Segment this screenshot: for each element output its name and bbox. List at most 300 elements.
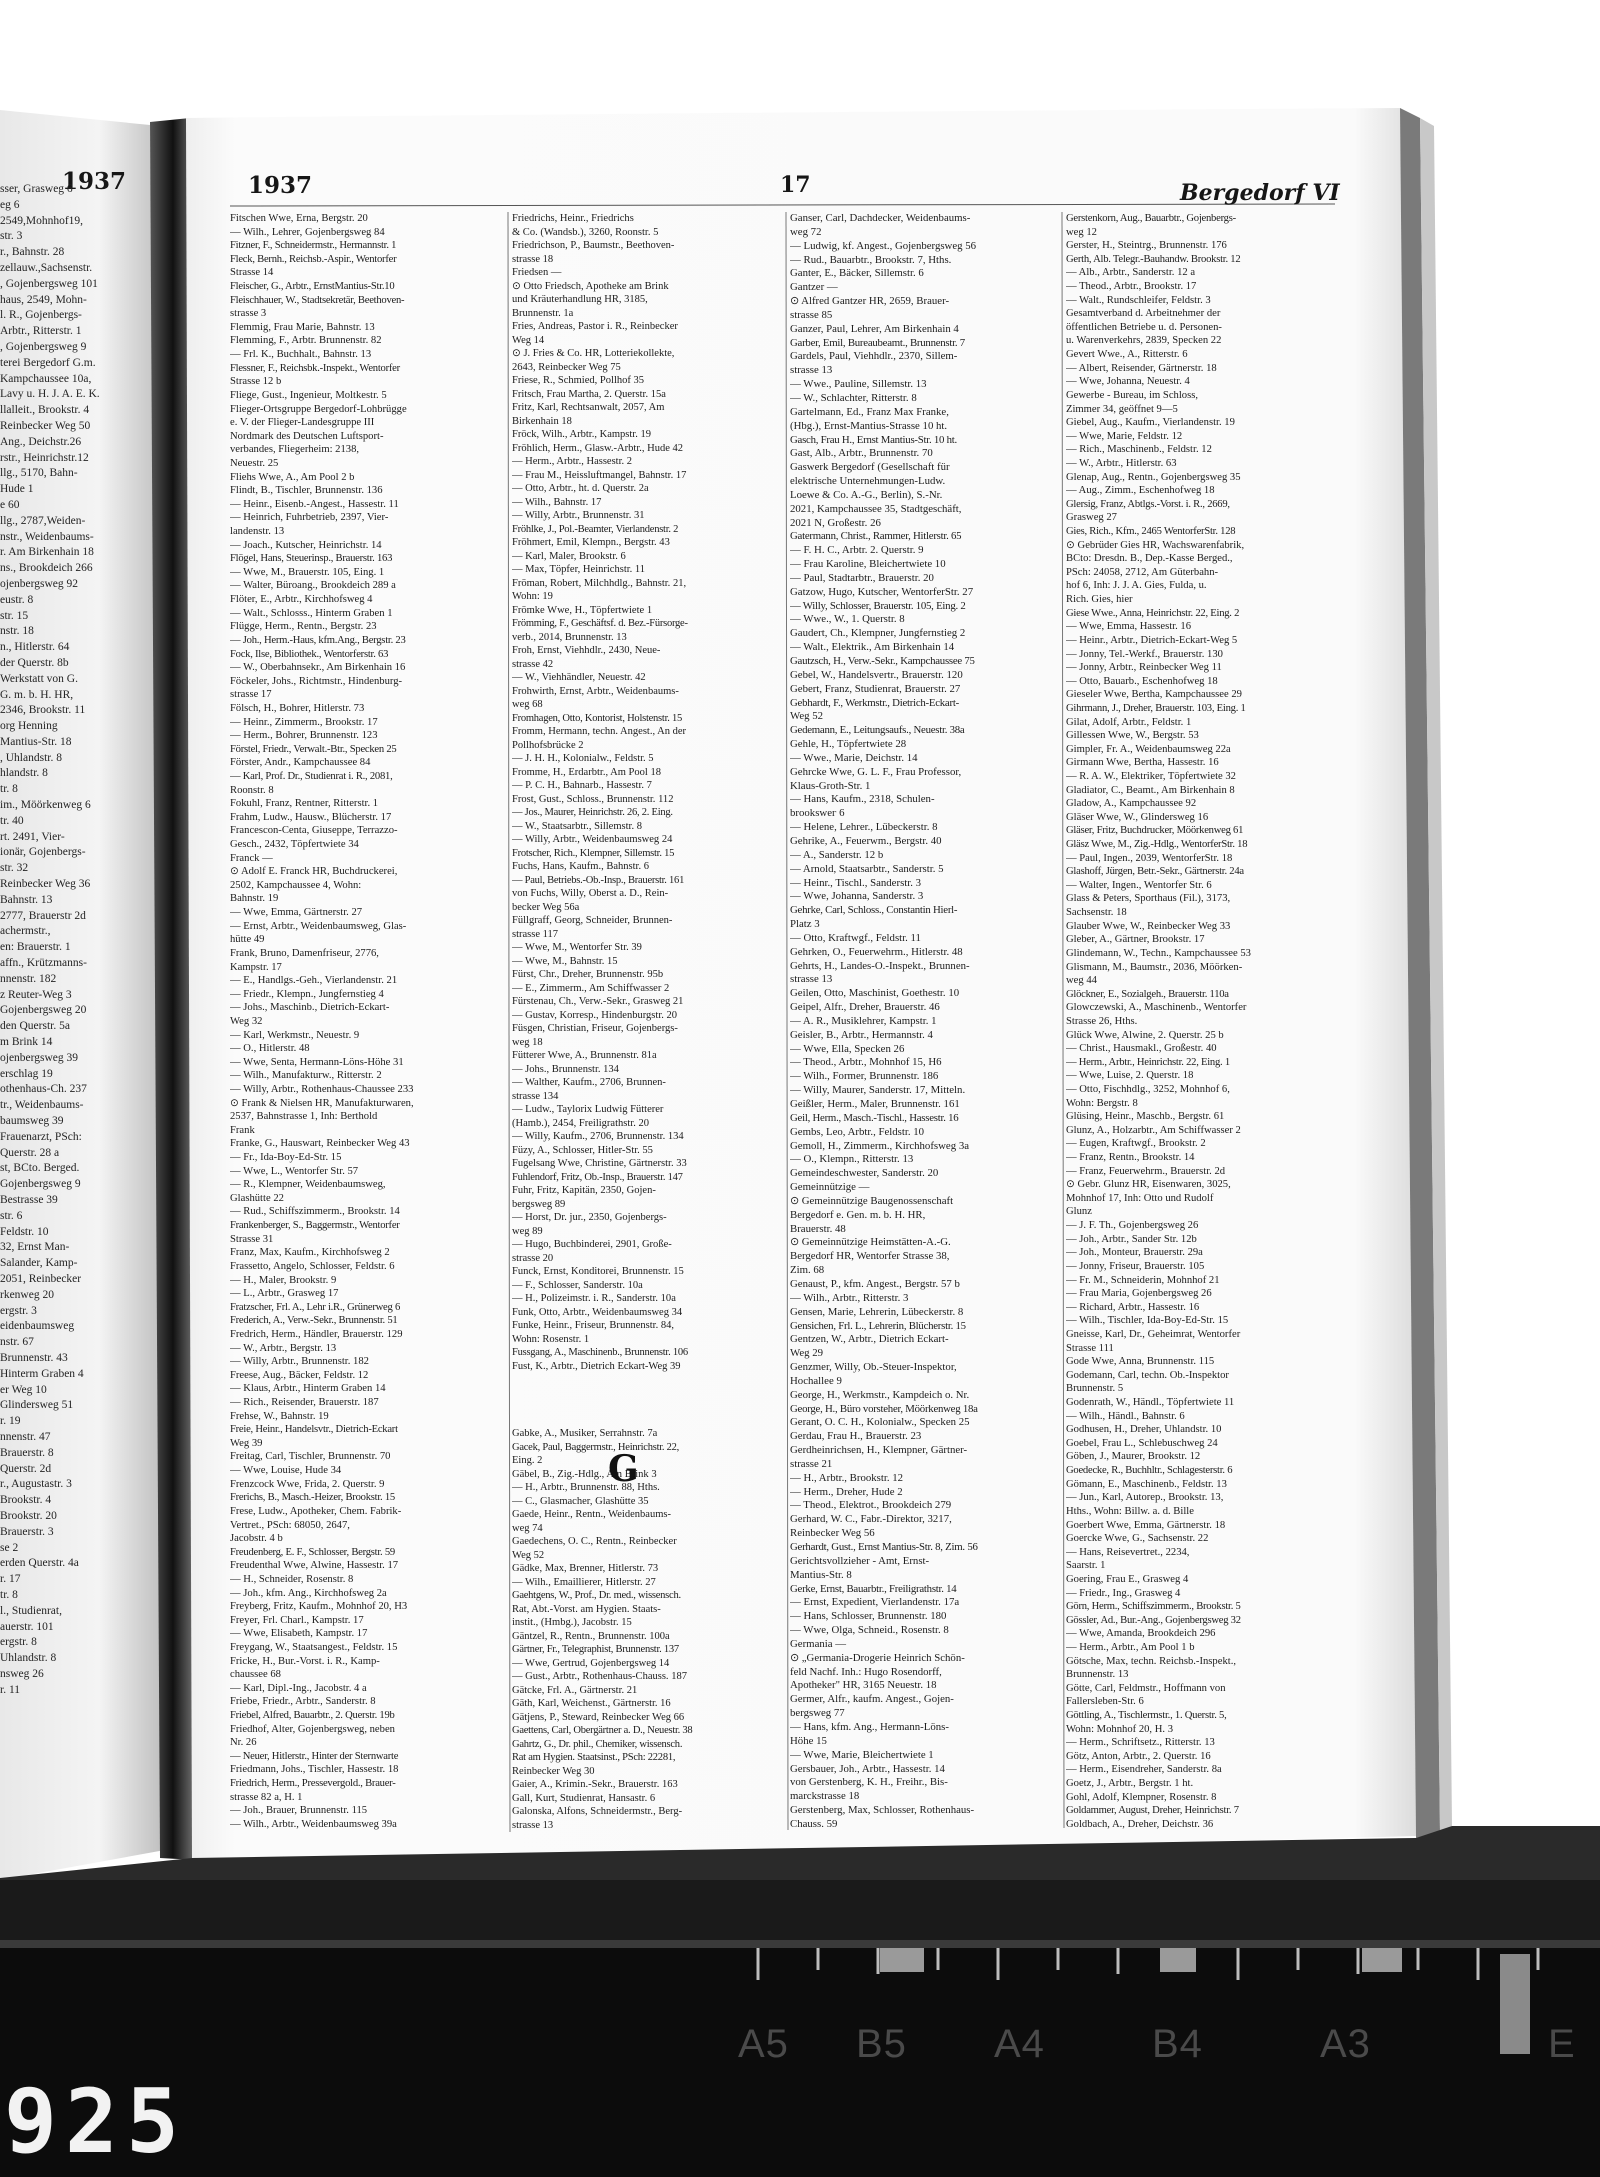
directory-entry: Loewe & Co. A.-G., Berlin), S.-Nr. <box>790 488 943 501</box>
directory-entry: — W., Schlachter, Ritterstr. 8 <box>790 391 917 404</box>
directory-entry: — Wilh., Arbtr., Weidenbaumsweg 39a <box>230 1818 397 1830</box>
directory-entry: Fleischer, G., Arbtr., ErnstMantius-Str.10 <box>230 281 395 293</box>
directory-entry: Rat am Hygien. Staatsinst., PSch: 22281, <box>512 1752 676 1763</box>
directory-entry: — Wwe, Emma, Gärtnerstr. 27 <box>230 907 363 919</box>
directory-entry: weg 72 <box>790 225 822 238</box>
left-page-fragment: Brookstr. 20 <box>0 1509 57 1522</box>
directory-entry: Fritz, Karl, Rechtsanwalt, 2057, Am <box>512 402 665 413</box>
left-page-fragment: llg., 5170, Bahn- <box>0 467 78 480</box>
directory-entry: Friebel, Alfred, Bauarbtr., 2. Querstr. 19b <box>230 1710 395 1722</box>
directory-entry: — Wwe, Luise, 2. Querstr. 18 <box>1066 1070 1194 1082</box>
left-page-fragment: affn., Krützmanns- <box>0 957 87 970</box>
directory-entry: Füllgraff, Georg, Schneider, Brunnen- <box>512 915 673 926</box>
directory-entry: — Heinr., Eisenb.-Angest., Hassestr. 11 <box>230 498 399 510</box>
directory-entry: — Franz, Rentn., Brookstr. 14 <box>1066 1152 1195 1164</box>
directory-entry: landenstr. 13 <box>230 526 285 538</box>
directory-entry: Geilen, Otto, Maschinist, Goethestr. 10 <box>790 987 960 1000</box>
directory-entry: Gies, Rich., Kfm., 2465 WentorferStr. 128 <box>1066 526 1236 538</box>
directory-entry: — H., Arbtr., Brookstr. 12 <box>790 1471 904 1484</box>
directory-entry: Geil, Herm., Masch.-Tischl., Hassestr. 16 <box>790 1111 959 1124</box>
directory-entry: — Arnold, Staatsarbtr., Sanderstr. 5 <box>790 862 944 875</box>
directory-entry: Glismann, M., Baumstr., 2036, Möörken- <box>1066 961 1243 973</box>
left-page-fragment: Brauerstr. 8 <box>0 1446 54 1459</box>
directory-entry: Friedrich, Herm., Pressevergold., Brauer- <box>230 1778 396 1790</box>
directory-entry: Frankenberger, S., Baggermstr., Wentorfer <box>230 1220 400 1232</box>
directory-entry: strasse 20 <box>512 1252 554 1264</box>
directory-entry: und Kräuterhandlung HR, 3185, <box>512 294 648 305</box>
directory-entry: Goebel, Frau L., Schlebuschweg 24 <box>1066 1437 1218 1449</box>
directory-entry: Flessner, F., Reichsbk.-Inspekt., Wentorfer <box>230 362 400 374</box>
directory-entry: Friedsen — <box>512 267 562 278</box>
directory-entry: feld Nachf. Inh.: Hugo Rosendorff, <box>790 1665 942 1678</box>
left-page-fragment: llg., 2787,Weiden- <box>0 514 86 527</box>
directory-column-4 <box>1066 212 1342 1832</box>
directory-entry: — Wwe, L., Wentorfer Str. 57 <box>230 1165 359 1177</box>
directory-entry: bergsweg 77 <box>790 1707 845 1720</box>
directory-entry: ⊙ Gemeinnützige Baugenossenschaft <box>790 1194 954 1207</box>
left-page-fragment: Brunnenstr. 43 <box>0 1351 68 1364</box>
directory-entry: Friebe, Friedr., Arbtr., Sanderstr. 8 <box>230 1696 376 1708</box>
directory-entry: — W., Viehhändler, Neuestr. 42 <box>512 672 646 683</box>
left-page-fragment: r. 11 <box>0 1683 21 1696</box>
directory-entry: — Karl, Maler, Brookstr. 6 <box>512 550 626 562</box>
directory-entry: Frank <box>230 1124 255 1136</box>
directory-entry: (Hbg.), Ernst-Mantius-Strasse 10 ht. <box>790 419 948 432</box>
directory-entry: — Wwe, Ella, Specken 26 <box>790 1042 905 1055</box>
directory-entry: — Friedr., Ing., Grasweg 4 <box>1066 1587 1181 1599</box>
directory-entry: Gensichen, Frl. L., Lehrerin, Blücherstr. 15 <box>790 1319 966 1332</box>
directory-entry: Gieseler Wwe, Bertha, Kampchaussee 29 <box>1066 689 1242 701</box>
directory-entry: — Herm., Arbtr., Am Pool 1 b <box>1066 1641 1195 1653</box>
left-page-fragment: Lavy u. H. J. A. E. K. <box>0 388 100 401</box>
directory-entry: — Aug., Zimm., Eschenhofweg 18 <box>1066 485 1215 497</box>
directory-entry: Strasse 31 <box>230 1233 274 1245</box>
directory-entry: — E., Handlgs.-Geh., Vierlandenstr. 21 <box>230 975 398 987</box>
directory-entry: — H., Arbtr., Brunnenstr. 88, Hths. <box>512 1482 660 1493</box>
directory-entry: Fitzner, F., Schneidermstr., Hermannstr. 1 <box>230 240 397 252</box>
left-page-fragment: erschlag 19 <box>0 1067 53 1080</box>
directory-entry: Fries, Andreas, Pastor i. R., Reinbecker <box>512 321 678 332</box>
directory-entry: — Walt., Elektrik., Am Birkenhain 14 <box>790 641 955 654</box>
directory-entry: — Willy, Arbtr., Brunnenstr. 31 <box>512 510 645 521</box>
directory-entry: Goering, Frau E., Grasweg 4 <box>1066 1573 1189 1585</box>
directory-entry: Flöter, E., Arbtr., Kirchhofsweg 4 <box>230 594 373 606</box>
directory-entry: Gatermann, Christ., Rammer, Hitlerstr. 65 <box>790 530 962 543</box>
page-year: 1937 <box>248 172 313 199</box>
directory-entry: Föckeler, Johs., Richtmstr., Hindenburg- <box>230 675 403 687</box>
directory-entry: Gasch, Frau H., Ernst Mantius-Str. 10 ht. <box>790 433 957 446</box>
reel-number: 925 <box>4 2070 187 2173</box>
directory-entry: Strasse 26, Hths. <box>1066 1015 1138 1027</box>
directory-entry: becker Weg 56a <box>512 901 580 913</box>
directory-entry: — Herm., Bohrer, Brunnenstr. 123 <box>230 730 378 742</box>
directory-entry: Giebel, Aug., Kaufm., Vierlandenstr. 19 <box>1066 417 1235 429</box>
directory-entry: — Wwe, Gertrud, Gojenbergsweg 14 <box>512 1657 670 1669</box>
directory-entry: — H., Schneider, Rosenstr. 8 <box>230 1573 354 1585</box>
directory-entry: — Helene, Lehrer., Lübeckerstr. 8 <box>790 821 938 834</box>
directory-entry: Gaettens, Carl, Obergärtner a. D., Neuestr. 38 <box>512 1725 693 1736</box>
left-page-fragment: im., Möörkenweg 6 <box>0 799 91 812</box>
directory-entry: — Theod., Elektrot., Brookdeich 279 <box>790 1499 952 1512</box>
directory-entry: — L., Arbtr., Grasweg 17 <box>230 1288 339 1300</box>
directory-entry: Wohn: Mohnhof 20, H. 3 <box>1066 1723 1174 1735</box>
directory-entry: — Willy, Arbtr., Weidenbaumsweg 24 <box>512 834 673 845</box>
directory-entry: Nordmark des Deutschen Luftsport- <box>230 430 384 442</box>
left-page-text <box>0 182 152 1699</box>
left-page-fragment: Arbtr., Ritterstr. 1 <box>0 325 82 338</box>
directory-entry: — Wwe, Emma, Hassestr. 16 <box>1066 621 1192 633</box>
directory-entry: Francescon-Centa, Giuseppe, Terrazzo- <box>230 825 398 837</box>
directory-entry: Glass & Peters, Sporthaus (Fil.), 3173, <box>1066 893 1231 905</box>
directory-entry: Neuestr. 25 <box>230 457 279 469</box>
directory-entry: Jacobstr. 4 b <box>230 1533 283 1545</box>
size-mark-b5: B5 <box>856 2022 907 2066</box>
directory-entry: Förster, Andr., Kampchaussee 84 <box>230 757 371 769</box>
directory-entry: Gerdau, Frau H., Brauerstr. 23 <box>790 1430 922 1443</box>
directory-entry: Gedemann, E., Leitungsaufs., Neuestr. 38a <box>790 724 965 737</box>
directory-entry: Fitschen Wwe, Erna, Bergstr. 20 <box>230 213 368 224</box>
directory-entry <box>512 1387 784 1401</box>
directory-entry: — Gustav, Korresp., Hindenburgstr. 20 <box>512 1009 678 1021</box>
directory-entry: Chauss. 59 <box>790 1817 838 1830</box>
directory-entry: — Fr., Ida-Boy-Ed-Str. 15 <box>230 1152 342 1164</box>
directory-entry: — W., Staatsarbtr., Sillemstr. 8 <box>512 820 642 832</box>
left-page-fragment: r., Augustastr. 3 <box>0 1478 72 1491</box>
directory-entry: Frenzcock Wwe, Frida, 2. Querstr. 9 <box>230 1478 385 1490</box>
left-page-fragment: z Reuter-Weg 3 <box>0 988 72 1001</box>
directory-entry: Gihrmann, J., Dreher, Brauerstr. 103, Eing. 1 <box>1066 702 1246 714</box>
directory-entry: weg 44 <box>1066 975 1097 987</box>
directory-entry: Gaier, A., Krimin.-Sekr., Brauerstr. 163 <box>512 1779 678 1790</box>
directory-entry: Frerichs, B., Masch.-Heizer, Brookstr. 15 <box>230 1492 395 1504</box>
directory-entry: — Ludwig, kf. Angest., Gojenbergsweg 56 <box>790 239 977 252</box>
directory-entry: Fust, K., Arbtr., Dietrich Eckart-Weg 39 <box>512 1360 681 1372</box>
directory-entry: Goercke Wwe, G., Sachsenstr. 22 <box>1066 1533 1209 1545</box>
directory-entry: instit., (Hmbg.), Jacobstr. 15 <box>512 1617 632 1628</box>
directory-entry: weg 68 <box>512 699 543 710</box>
directory-entry: — Walter, Büroang., Brookdeich 289 a <box>230 580 396 592</box>
directory-entry: — Wilh., Former, Brunnenstr. 186 <box>790 1070 939 1083</box>
directory-entry: — Alb., Arbtr., Sanderstr. 12 a <box>1066 267 1196 279</box>
directory-entry: — Wilh., Manufakturw., Ritterstr. 2 <box>230 1070 382 1082</box>
directory-entry: Hths., Wohn: Billw. a. d. Bille <box>1066 1505 1194 1517</box>
directory-entry: Gaehtgens, W., Prof., Dr. med., wissensch. <box>512 1590 681 1601</box>
directory-entry: Glück Wwe, Alwine, 2. Querstr. 25 b <box>1066 1029 1224 1041</box>
left-page-fragment: r., Bahnstr. 28 <box>0 246 65 259</box>
directory-entry: strasse 13 <box>790 364 833 377</box>
directory-entry: Grasweg 27 <box>1066 512 1117 524</box>
directory-entry: Zim. 68 <box>790 1264 825 1277</box>
directory-entry: — Jos., Maurer, Heinrichstr. 26, 2. Eing. <box>512 807 673 818</box>
directory-entry: — Rich., Reisender, Brauerstr. 187 <box>230 1397 379 1409</box>
directory-entry: Fröman, Robert, Milchhdlg., Bahnstr. 21, <box>512 577 687 589</box>
directory-entry: strasse 3 <box>230 308 267 320</box>
directory-entry: — Johs., Brunnenstr. 134 <box>512 1063 619 1075</box>
directory-entry: Genaust, P., kfm. Angest., Bergstr. 57 b <box>790 1277 960 1290</box>
directory-entry: Geisler, B., Arbtr., Hermannstr. 4 <box>790 1028 933 1041</box>
left-page-fragment: nnenstr. 182 <box>0 972 57 985</box>
directory-entry: — Wwe, Johanna, Neuestr. 4 <box>1066 376 1190 388</box>
directory-entry: verb., 2014, Brunnenstr. 13 <box>512 631 627 643</box>
directory-entry: e. V. der Flieger-Landesgruppe III <box>230 417 375 429</box>
directory-entry: Fröhlke, J., Pol.-Beamter, Vierlandenstr. 2 <box>512 523 679 535</box>
directory-entry: u. Warenverkehrs, 2839, Specken 22 <box>1066 335 1222 347</box>
directory-entry: strasse 134 <box>512 1090 559 1102</box>
directory-entry: Gömann, E., Maschinenb., Feldstr. 13 <box>1066 1478 1227 1490</box>
directory-entry: Wohn: Rosenstr. 1 <box>512 1333 590 1345</box>
directory-entry: — Walt., Schlosss., Hinterm Graben 1 <box>230 607 393 619</box>
directory-entry: — Wilh., Tischler, Ida-Boy-Ed-Str. 15 <box>1066 1315 1229 1327</box>
directory-entry: Gebel, W., Handelsvertr., Brauerstr. 120 <box>790 668 963 681</box>
left-page-fragment: Frauenarzt, PSch: <box>0 1130 82 1143</box>
left-page-fragment: der Querstr. 8b <box>0 656 69 669</box>
directory-entry: Friese, R., Schmied, Pollhof 35 <box>512 375 645 386</box>
directory-entry: Glindemann, W., Techn., Kampchaussee 53 <box>1066 947 1251 959</box>
directory-entry: Gerant, O. C. H., Kolonialw., Specken 25 <box>790 1416 970 1429</box>
directory-entry: Goldbach, A., Dreher, Deichstr. 36 <box>1066 1818 1214 1830</box>
directory-entry: strasse 18 <box>512 253 554 265</box>
directory-entry: brookswег 6 <box>790 807 845 820</box>
directory-entry: Rat, Abt.-Vorst. am Hygien. Staats- <box>512 1603 661 1615</box>
directory-entry: Gevert Wwe., A., Ritterstr. 6 <box>1066 349 1188 361</box>
directory-entry: Gerke, Ernst, Bauarbtr., Freiligrathstr. 14 <box>790 1582 957 1595</box>
left-page-fragment: Reinbecker Weg 36 <box>0 878 91 891</box>
directory-entry: — Paul, Stadtarbtr., Brauerstr. 20 <box>790 571 934 584</box>
directory-entry: Brunnenstr. 5 <box>1066 1383 1124 1395</box>
left-page-fragment: tr. 40 <box>0 814 24 827</box>
directory-entry: — Wwe, Louise, Hude 34 <box>230 1465 342 1477</box>
directory-entry: Funke, Heinr., Friseur, Brunnenstr. 84, <box>512 1320 674 1331</box>
directory-entry: Füzy, A., Schlosser, Hitler-Str. 55 <box>512 1144 653 1156</box>
directory-entry: Gartelmann, Ed., Franz Max Franke, <box>790 405 949 418</box>
directory-entry: weg 74 <box>512 1522 543 1534</box>
directory-entry: marckstrasse 18 <box>790 1790 860 1803</box>
directory-entry: bergsweg 89 <box>512 1198 566 1210</box>
directory-entry: ⊙ Alfred Gantzer HR, 2659, Brauer- <box>790 295 950 308</box>
directory-entry: — Heinr., Arbtr., Dietrich-Eckart-Weg 5 <box>1066 634 1238 646</box>
directory-entry: — Willy, Arbtr., Brunnenstr. 182 <box>230 1356 369 1368</box>
directory-entry: — Karl, Dipl.-Ing., Jacobstr. 4 a <box>230 1682 367 1694</box>
directory-entry: Goldammer, August, Dreher, Heinrichstr. 7 <box>1066 1805 1239 1817</box>
directory-entry: Garber, Emil, Bureaubeamt., Brunnenstr. 7 <box>790 336 965 349</box>
directory-entry: Fleck, Bernh., Reichsb.-Aspir., Wentorfer <box>230 253 397 265</box>
directory-entry: verbandes, Fliegerheim: 2138, <box>230 444 360 456</box>
directory-entry: Gewerbe - Bureau, im Schloss, <box>1066 389 1198 401</box>
left-page-fragment: str. 6 <box>0 1209 23 1222</box>
directory-entry: Fricke, H., Bur.-Vorst. i. R., Kamp- <box>230 1655 380 1667</box>
directory-entry: Sachsenstr. 18 <box>1066 907 1127 919</box>
directory-entry: — Richard, Arbtr., Hassestr. 16 <box>1066 1301 1200 1313</box>
directory-entry: Gemeindeschwester, Sanderstr. 20 <box>790 1167 939 1180</box>
directory-entry: — Walter, Ingen., Wentorfer Str. 6 <box>1066 879 1212 891</box>
directory-entry: Freitag, Carl, Tischler, Brunnenstr. 70 <box>230 1451 391 1463</box>
directory-entry: Brunnenstr. 13 <box>1066 1669 1129 1681</box>
directory-entry: — Wilh., Bahnstr. 17 <box>512 496 602 508</box>
directory-entry: Frank, Bruno, Damenfriseur, 2776, <box>230 947 379 959</box>
directory-entry: — C., Glasmacher, Glashütte 35 <box>512 1495 649 1507</box>
directory-entry: Fröhmert, Emil, Klempn., Bergstr. 43 <box>512 537 670 548</box>
directory-entry: öffentlichen Betriebe u. d. Personen- <box>1066 321 1222 333</box>
directory-entry: Flemming, F., Arbtr. Brunnenstr. 82 <box>230 335 382 347</box>
left-page-fragment: nstr., Weidenbaums- <box>0 530 94 543</box>
directory-entry: Bergedorf e. Gen. m. b. H. HR, <box>790 1208 926 1221</box>
directory-entry: Gäbel, B., Zig.-Hdlg., Am Brink 3 <box>512 1468 657 1480</box>
directory-entry: Fock, Ilse, Bibliothek., Wentorferstr. 63 <box>230 648 389 660</box>
directory-entry: Gensen, Marie, Lehrerin, Lübeckerstr. 8 <box>790 1305 964 1318</box>
directory-entry: Frehse, W., Bahnstr. 19 <box>230 1410 329 1422</box>
directory-entry: ⊙ Gemeinnützige Heimstätten-A.-G. <box>790 1236 951 1249</box>
left-page-fragment: Uhlandstr. 8 <box>0 1652 57 1665</box>
left-page-fragment: 32, Ernst Man- <box>0 1241 70 1254</box>
directory-entry: Galonska, Alfons, Schneidermstr., Berg- <box>512 1806 683 1817</box>
directory-entry: Wohn: 19 <box>512 591 553 602</box>
directory-entry: — R. A. W., Elektriker, Töpfertwiete 32 <box>1066 770 1236 782</box>
left-page-fragment: ojenbergsweg 92 <box>0 577 79 590</box>
directory-entry: Goetz, J., Arbtr., Bergstr. 1 ht. <box>1066 1778 1194 1790</box>
left-page-fragment: Querstr. 28 a <box>0 1146 60 1159</box>
directory-entry: Gardels, Paul, Viehhdlr., 2370, Sillem- <box>790 350 958 363</box>
directory-entry: Gohl, Adolf, Klempner, Rosenstr. 8 <box>1066 1791 1217 1803</box>
directory-entry: — Wwe, Senta, Hermann-Löns-Höhe 31 <box>230 1056 404 1068</box>
directory-entry: — W., Arbtr., Hitlerstr. 63 <box>1066 457 1177 469</box>
directory-entry: — Ernst, Expedient, Vierlandenstr. 17a <box>790 1596 960 1609</box>
directory-entry: Frömke Wwe, H., Töpfertwiete 1 <box>512 604 653 616</box>
directory-entry: Gillessen Wwe, W., Bergstr. 53 <box>1066 730 1199 742</box>
size-mark-a3: A3 <box>1320 2022 1371 2066</box>
directory-entry: — Hans, Reisevertret., 2234, <box>1066 1546 1190 1558</box>
directory-entry: Glashoff, Jürgen, Betr.-Sekr., Gärtnerstr. 24a <box>1066 866 1244 878</box>
directory-entry: — Christ., Hausmakl., Großestr. 40 <box>1066 1043 1217 1055</box>
directory-entry: Fröck, Wilh., Arbtr., Kampstr. 19 <box>512 429 652 440</box>
left-page-fragment: G. m. b. H. HR, <box>0 688 74 701</box>
directory-entry: Mantius-Str. 8 <box>790 1568 852 1581</box>
directory-entry: — H., Maler, Brookstr. 9 <box>230 1274 337 1286</box>
directory-entry <box>512 1414 784 1428</box>
directory-entry: Eing. 2 <box>512 1455 543 1466</box>
directory-entry: Weg 39 <box>230 1437 263 1449</box>
directory-entry: Fussgang, A., Maschinenb., Brunnenstr. 106 <box>512 1347 688 1358</box>
directory-entry: Zimmer 34, geöffnet 9—5 <box>1066 403 1178 415</box>
directory-entry: Gehrike, A., Feuerwm., Bergstr. 40 <box>790 834 942 847</box>
directory-entry: — Wwe., W., 1. Querstr. 8 <box>790 613 905 626</box>
directory-entry: — Hans, Schlosser, Brunnenstr. 180 <box>790 1610 947 1623</box>
directory-entry: Fürst, Chr., Dreher, Brunnenstr. 95b <box>512 969 664 980</box>
directory-entry: Frahm, Ludw., Hausw., Blücherstr. 17 <box>230 811 392 823</box>
left-page-fragment: eg 6 <box>0 198 20 211</box>
directory-entry: Pollhofsbrücke 2 <box>512 739 584 751</box>
directory-entry: Fratzscher, Frl. A., Lehr i.R., Grünerweg 6 <box>230 1301 401 1313</box>
directory-entry: 2021, Kampchaussee 35, Stadtgeschäft, <box>790 502 962 515</box>
directory-entry: — Otto, Arbtr., ht. d. Querstr. 2a <box>512 483 649 494</box>
directory-column-2 <box>512 212 784 1832</box>
directory-entry: Gehrken, O., Feuerwehrm., Hitlerstr. 48 <box>790 945 963 958</box>
directory-entry: Weg 52 <box>512 1549 545 1561</box>
directory-entry: — Rud., Bauarbtr., Brookstr. 7, Hths. <box>790 253 952 266</box>
directory-entry: ⊙ Frank & Nielsen HR, Manufakturwaren, <box>230 1097 414 1109</box>
left-page-fragment: 2777, Brauerstr 2d <box>0 909 86 922</box>
directory-entry: Giese Wwe., Anna, Heinrichstr. 22, Eing. 2 <box>1066 607 1240 619</box>
left-page-fragment: nsweg 26 <box>0 1667 44 1680</box>
left-page-fragment: Werkstatt von G. <box>0 672 78 685</box>
directory-entry: Gantzer — <box>790 281 838 294</box>
left-page-fragment: eidenbaumsweg <box>0 1320 75 1333</box>
directory-entry: strasse 42 <box>512 658 554 670</box>
directory-entry: Godenrath, W., Händl., Töpfertwiete 11 <box>1066 1397 1235 1409</box>
directory-entry: Gätcke, Frl. A., Gärtnerstr. 21 <box>512 1684 638 1696</box>
directory-entry: Gabke, A., Musiker, Serrahnstr. 7a <box>512 1428 658 1439</box>
directory-entry: Freie, Heinr., Handelsvtr., Dietrich-Eckart <box>230 1424 398 1436</box>
directory-entry: Franz, Max, Kaufm., Kirchhofsweg 2 <box>230 1247 390 1259</box>
directory-entry: Gaedechens, O. C., Rentn., Reinbecker <box>512 1536 677 1547</box>
directory-entry: — Joach., Kutscher, Heinrichstr. 14 <box>230 539 382 551</box>
size-mark-a4: A4 <box>994 2022 1045 2066</box>
directory-entry: Götte, Carl, Feldmstr., Hoffmann von <box>1066 1682 1226 1694</box>
left-page-fragment: e 60 <box>0 498 20 511</box>
directory-entry: Germania — <box>790 1637 847 1650</box>
directory-entry: Friedhof, Alter, Gojenbergsweg, neben <box>230 1723 395 1735</box>
directory-entry: hütte 49 <box>230 934 265 946</box>
directory-entry: Götz, Anton, Arbtr., 2. Querstr. 16 <box>1066 1750 1211 1762</box>
directory-entry: — E., Zimmerm., Am Schiffwasser 2 <box>512 982 670 994</box>
directory-entry <box>512 1373 784 1387</box>
directory-entry: — Jun., Karl, Autorep., Brookstr. 13, <box>1066 1492 1224 1504</box>
directory-entry: Fröhlich, Herm., Glasw.-Arbtr., Hude 42 <box>512 442 684 454</box>
directory-entry: — Paul, Ingen., 2039, WentorferStr. 18 <box>1066 852 1233 864</box>
directory-entry: Brunnenstr. 1a <box>512 307 574 319</box>
directory-entry: Friedrichs, Heinr., Friedrichs <box>512 213 634 224</box>
directory-entry: Rich. Gies, hier <box>1066 594 1133 606</box>
directory-entry: — A. R., Musiklehrer, Kampstr. 1 <box>790 1014 937 1027</box>
directory-entry: Göttling, A., Tischlermstr., 1. Querstr. 5, <box>1066 1710 1227 1722</box>
directory-entry: — Joh., Herm.-Haus, kfm.Ang., Bergstr. 23 <box>230 634 406 646</box>
directory-entry: Bergedorf HR, Wentorfer Strasse 38, <box>790 1250 950 1263</box>
directory-entry: Germer, Alfr., kaufm. Angest., Gojen- <box>790 1693 954 1706</box>
directory-entry: — Hans, kfm. Ang., Hermann-Löns- <box>790 1720 949 1733</box>
directory-entry: — Karl, Prof. Dr., Studienrat i. R., 2081, <box>230 770 393 782</box>
directory-entry: Friedrichson, P., Baumstr., Beethoven- <box>512 240 675 251</box>
left-page-fragment: tr., Weidenbaums- <box>0 1099 84 1112</box>
directory-entry: Gerster, H., Steintrg., Brunnenstr. 176 <box>1066 240 1227 252</box>
directory-entry: — Theod., Arbtr., Brookstr. 17 <box>1066 281 1197 293</box>
directory-entry: Gembs, Leo, Arbtr., Feldstr. 10 <box>790 1125 925 1138</box>
directory-entry: — Wwe, M., Brauerstr. 105, Eing. 1 <box>230 566 385 578</box>
left-page-fragment: 2051, Reinbecker <box>0 1272 82 1285</box>
directory-entry: Gemeinnützige — <box>790 1181 870 1194</box>
directory-entry: Fuhlendorf, Fritz, Ob.-Insp., Brauerstr. 147 <box>512 1171 683 1183</box>
directory-entry: — Heinr., Tischl., Sanderstr. 3 <box>790 876 922 889</box>
left-page-fragment: 2549,Mohnhof19, <box>0 214 84 227</box>
directory-entry: 2643, Reinbecker Weg 75 <box>512 361 621 373</box>
left-page-fragment: nstr. 67 <box>0 1336 34 1349</box>
left-page-fragment: Glindersweg 51 <box>0 1399 74 1412</box>
directory-entry: — Herm., Eisendreher, Sanderstr. 8a <box>1066 1764 1222 1776</box>
directory-entry: Gärtner, Fr., Telegraphist, Brunnenstr. 137 <box>512 1644 679 1655</box>
left-page-fragment: llalleit., Brookstr. 4 <box>0 404 90 417</box>
left-page-fragment: rkenweg 20 <box>0 1288 54 1301</box>
directory-entry: Gerichtsvollzieher - Amt, Ernst- <box>790 1554 930 1567</box>
directory-entry: Fallersleben-Str. 6 <box>1066 1696 1144 1708</box>
directory-entry: Frassetto, Angelo, Schlosser, Feldstr. 6 <box>230 1260 395 1272</box>
directory-entry: (Hamb.), 2454, Freiligrathstr. 20 <box>512 1117 649 1129</box>
directory-entry: Gerhardt, Gust., Ernst Mantius-Str. 8, Zim. 56 <box>790 1541 978 1553</box>
directory-entry: — Klaus, Arbtr., Hinterm Graben 14 <box>230 1383 386 1395</box>
directory-entry: Gehrts, H., Landes-O.-Inspekt., Brunnen- <box>790 959 970 972</box>
directory-entry: Gatzow, Hugo, Kutscher, WentorferStr. 27 <box>790 585 974 598</box>
directory-entry: Götsche, Max, techn. Reichsb.-Inspekt., <box>1066 1655 1237 1667</box>
directory-entry: Fölsch, H., Bohrer, Hitlerstr. 73 <box>230 702 365 714</box>
left-page-fragment: rt. 2491, Vier- <box>0 830 65 843</box>
left-page-fragment: ojenbergsweg 39 <box>0 1051 79 1064</box>
